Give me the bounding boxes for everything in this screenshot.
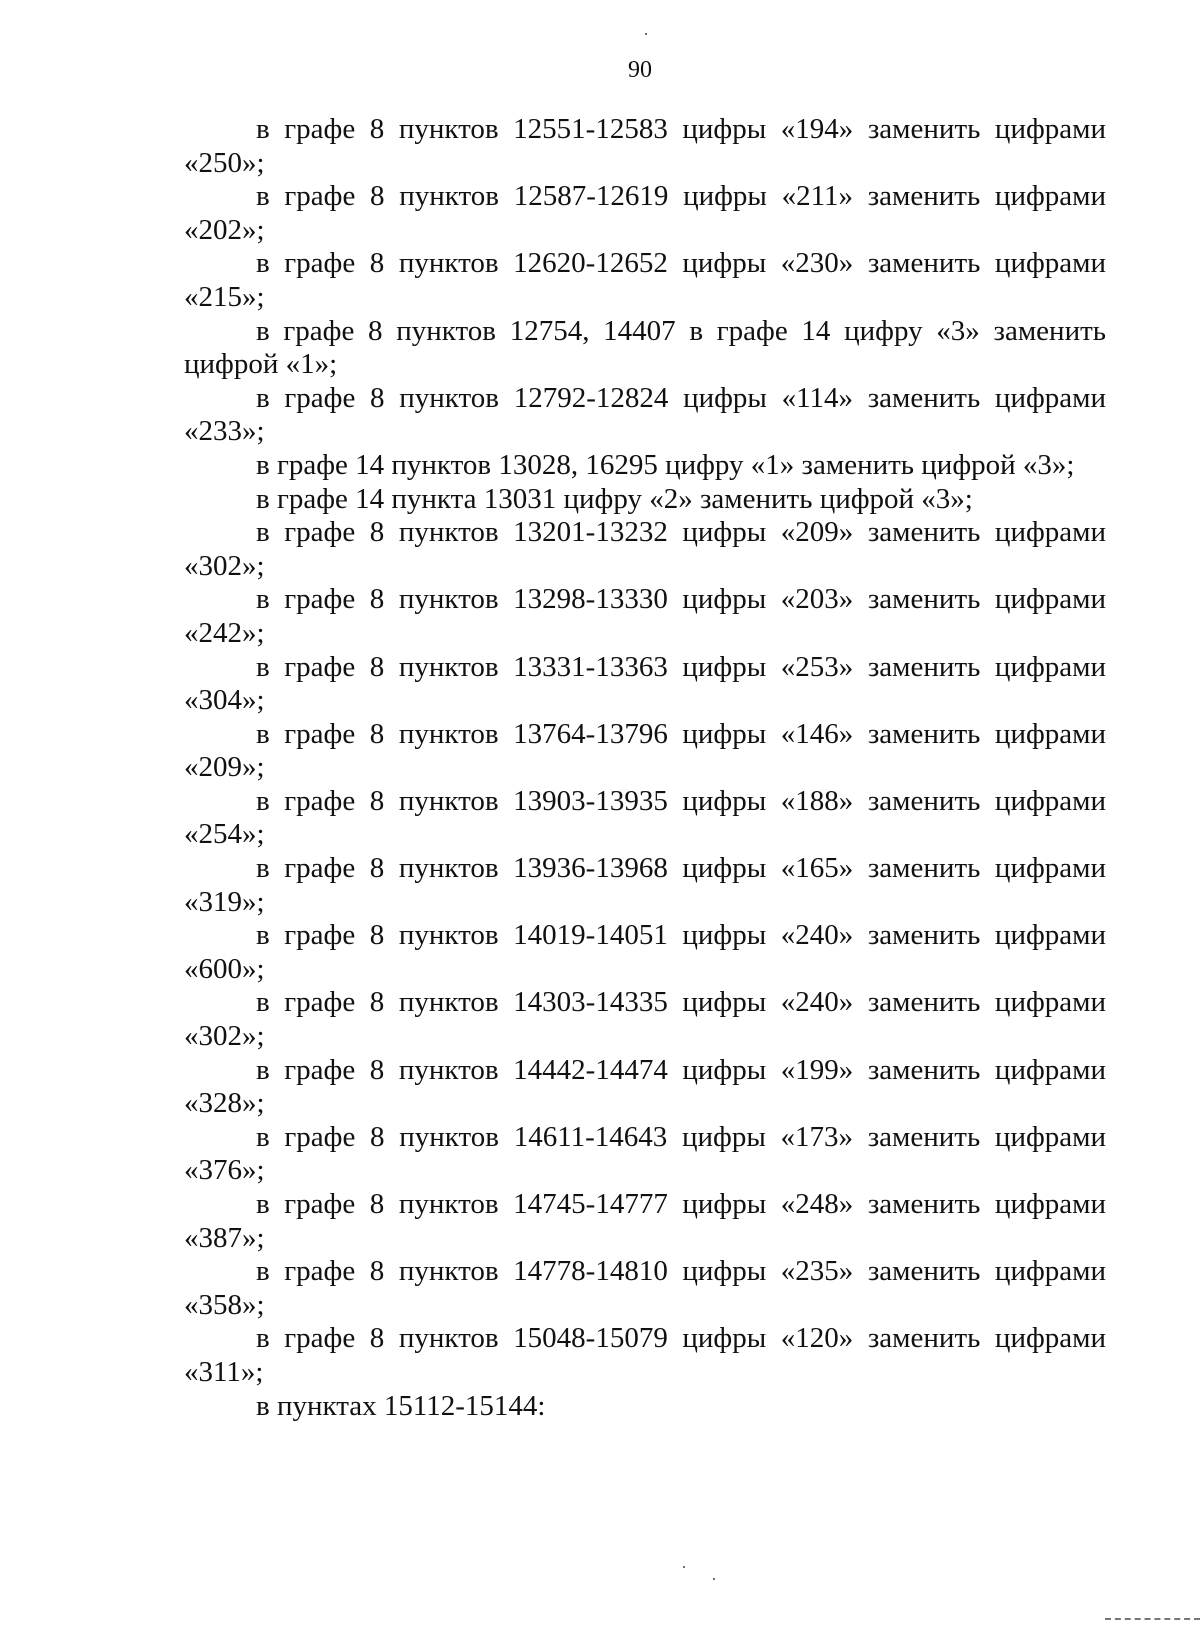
paragraph: в графе 8 пунктов 14442-14474 цифры «199» заменить цифрами «328»;	[184, 1053, 1106, 1120]
paragraph: в графе 14 пункта 13031 цифру «2» заменить цифрой «3»;	[256, 482, 973, 515]
paragraph: в графе 8 пунктов 14019-14051 цифры «240» заменить цифрами «600»;	[184, 919, 1106, 985]
document-body	[184, 113, 1106, 1423]
paragraph: в графе 8 пунктов 13331-13363 цифры «253» заменить цифрами «304»;	[184, 650, 1106, 717]
paragraph: в графе 8 пунктов 14745-14777 цифры «248» заменить цифрами «387»;	[184, 1188, 1106, 1254]
paragraph: в графе 8 пунктов 15048-15079 цифры «120» заменить цифрами «311»;	[184, 1322, 1106, 1388]
paragraph: в графе 8 пунктов 12620-12652 цифры «230» заменить цифрами «215»;	[184, 247, 1106, 313]
scan-speck	[713, 1578, 715, 1580]
paragraph: в графе 8 пунктов 14303-14335 цифры «240» заменить цифрами «302»;	[184, 986, 1106, 1053]
paragraph: в пунктах 15112-15144:	[256, 1389, 546, 1422]
paragraph: в графе 8 пунктов 13298-13330 цифры «203» заменить цифрами «242»;	[184, 583, 1106, 649]
paragraph: в графе 8 пунктов 14778-14810 цифры «235» заменить цифрами «358»;	[184, 1255, 1106, 1321]
paragraph: в графе 14 пунктов 13028, 16295 цифру «1» заменить цифрой «3»;	[256, 448, 1075, 481]
paragraph: в графе 8 пунктов 12551-12583 цифры «194» заменить цифрами «250»;	[184, 113, 1106, 179]
paragraph: в графе 8 пунктов 12587-12619 цифры «211» заменить цифрами «202»;	[184, 180, 1106, 246]
scan-edge-mark	[1105, 1618, 1200, 1620]
scan-speck	[683, 1566, 685, 1568]
paragraph: в графе 8 пунктов 13903-13935 цифры «188» заменить цифрами «254»;	[184, 784, 1106, 851]
paragraph: в графе 8 пунктов 13764-13796 цифры «146» заменить цифрами «209»;	[184, 717, 1106, 784]
paragraph: в графе 8 пунктов 14611-14643 цифры «173» заменить цифрами «376»;	[184, 1120, 1106, 1187]
paragraph: в графе 8 пунктов 13936-13968 цифры «165» заменить цифрами «319»;	[184, 852, 1106, 918]
paragraph: в графе 8 пунктов 12754, 14407 в графе 14 цифру «3» заменить цифрой «1»;	[184, 314, 1106, 381]
page-number: 90	[628, 57, 652, 83]
paragraph: в графе 8 пунктов 13201-13232 цифры «209» заменить цифрами «302»;	[184, 516, 1106, 582]
paragraph: в графе 8 пунктов 12792-12824 цифры «114» заменить цифрами «233»;	[184, 381, 1106, 448]
scan-speck	[645, 33, 647, 35]
